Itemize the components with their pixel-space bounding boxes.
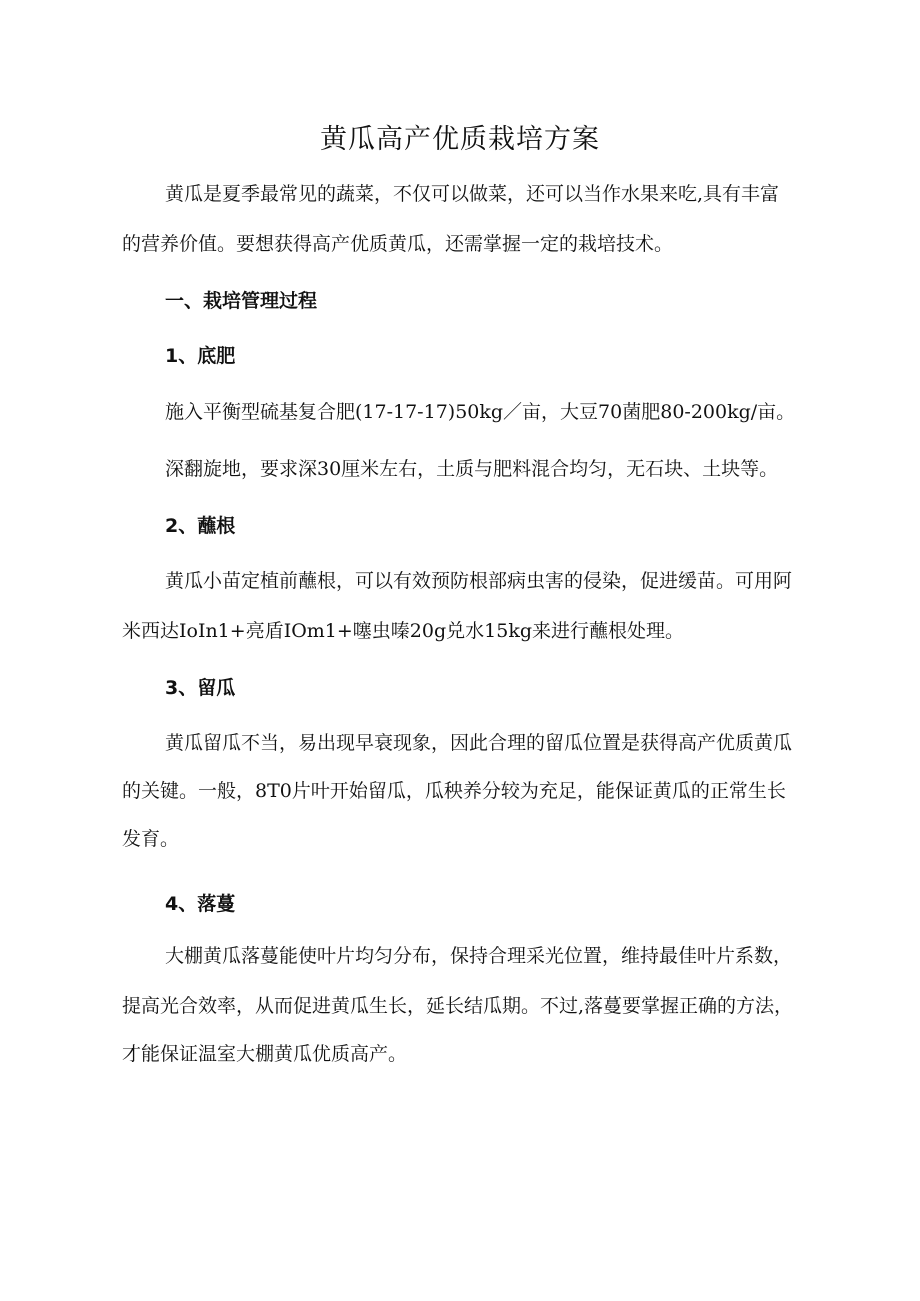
subheading-vine-lowering: 4、落蔓 (165, 893, 236, 915)
root-dipping-line-2: 米西达IoIn1+亮盾IOm1+噻虫嗪20g兑水15kg来进行蘸根处理。 (122, 620, 684, 642)
vine-lowering-line-2: 提高光合效率，从而促进黄瓜生长，延长结瓜期。不过,落蔓要掌握正确的方法， (122, 995, 794, 1017)
root-dipping-line-1: 黄瓜小苗定植前蘸根，可以有效预防根部病虫害的侵染，促进缓苗。可用阿 (165, 570, 793, 592)
fruit-setting-line-2: 的关键。一般，8T0片叶开始留瓜，瓜秧养分较为充足，能保证黄瓜的正常生长 (122, 780, 786, 802)
fruit-setting-line-1: 黄瓜留瓜不当，易出现早衰现象，因此合理的留瓜位置是获得高产优质黄瓜 (165, 732, 793, 754)
document-title: 黄瓜高产优质栽培方案 (320, 124, 600, 155)
vine-lowering-line-3: 才能保证温室大棚黄瓜优质高产。 (122, 1043, 408, 1065)
subheading-base-fertilizer: 1、底肥 (165, 345, 236, 367)
subheading-root-dipping: 2、蘸根 (165, 515, 236, 537)
subheading-fruit-setting: 3、留瓜 (165, 677, 236, 699)
intro-line-1: 黄瓜是夏季最常见的蔬菜，不仅可以做菜，还可以当作水果来吃,具有丰富 (165, 183, 780, 205)
base-fertilizer-para-2: 深翻旋地，要求深30厘米左右，土质与肥料混合均匀，无石块、土块等。 (165, 458, 779, 480)
section-heading-cultivation: 一、栽培管理过程 (165, 290, 318, 312)
base-fertilizer-para-1: 施入平衡型硫基复合肥(17-17-17)50kg／亩，大豆70菌肥80-200kg/亩。 (165, 401, 796, 423)
intro-line-2: 的营养价值。要想获得高产优质黄瓜，还需掌握一定的栽培技术。 (122, 233, 674, 255)
fruit-setting-line-3: 发育。 (122, 828, 180, 850)
vine-lowering-line-1: 大棚黄瓜落蔓能使叶片均匀分布，保持合理采光位置，维持最佳叶片系数， (165, 945, 793, 967)
